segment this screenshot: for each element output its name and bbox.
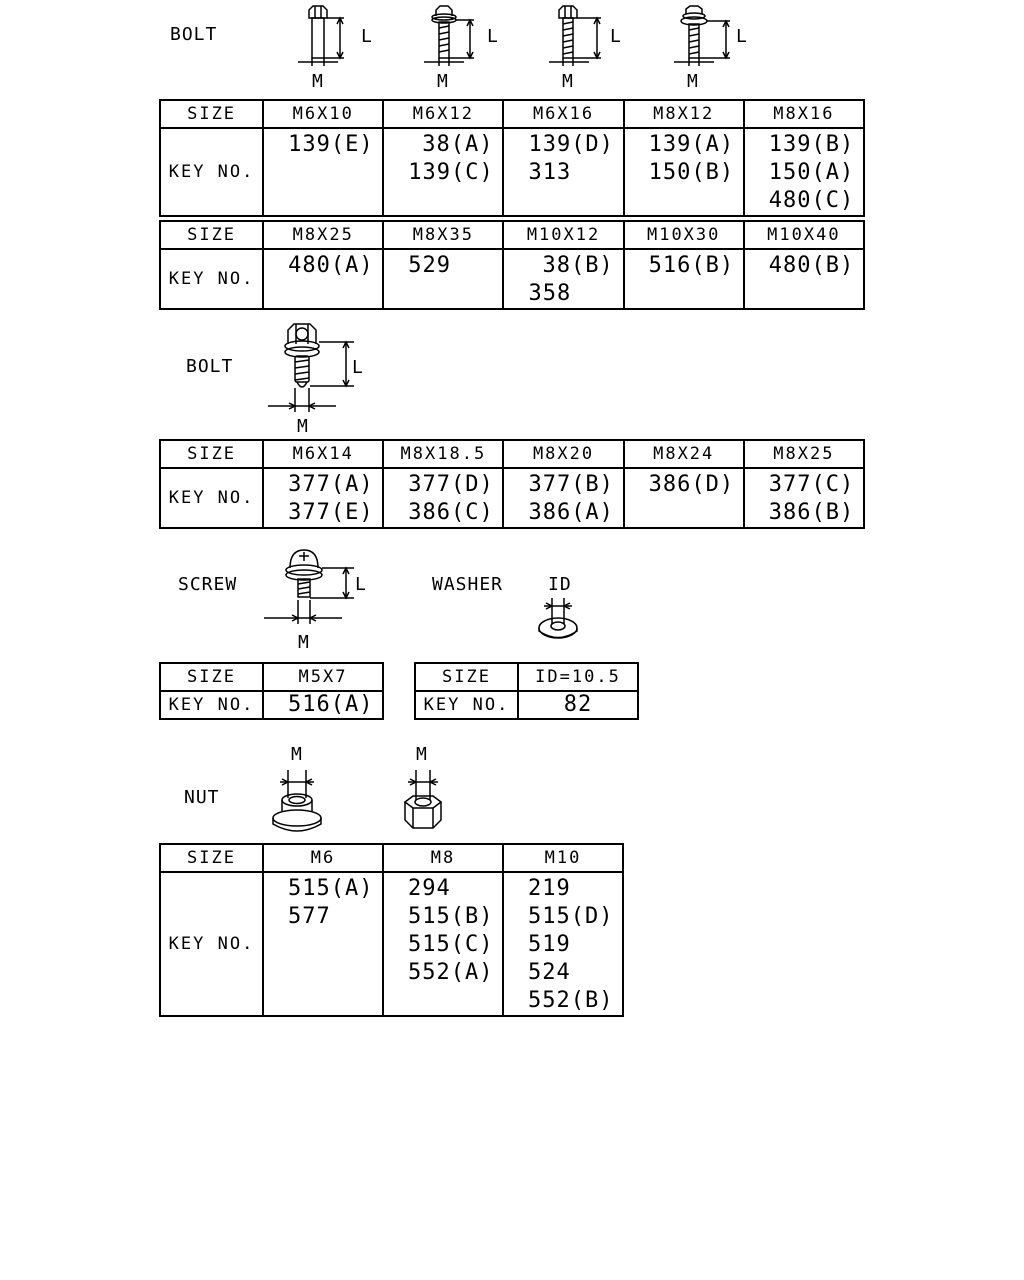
key-number-row [160, 249, 864, 309]
table-header-row [160, 221, 864, 249]
key-number: 377(E) [288, 500, 374, 525]
size-cell: M8X18.5 [383, 440, 503, 468]
bolt-size-table-3 [159, 439, 865, 529]
size-header: SIZE [160, 100, 263, 128]
key-cell [744, 249, 864, 309]
screw-diameter-label: M [298, 632, 310, 653]
key-number: 515(A) [288, 876, 374, 901]
key-number-row [160, 872, 623, 1016]
bolt2-diameter-label: M [437, 71, 449, 92]
key-number: 139(A) [648, 132, 735, 157]
key-number: 219 [528, 876, 571, 901]
key-cell [503, 872, 623, 1016]
key-no-label: KEY NO. [160, 872, 263, 1016]
table-header-row [160, 663, 383, 691]
size-cell: M8X35 [383, 221, 503, 249]
key-cell [624, 128, 744, 216]
size-header: SIZE [160, 663, 263, 691]
table-header-row [160, 844, 623, 872]
size-cell: M10X12 [503, 221, 623, 249]
screw-size-table [159, 662, 384, 720]
key-number: 529 [408, 253, 452, 278]
table-header-row [415, 663, 638, 691]
key-number: 358 [528, 281, 572, 306]
key-cell [383, 249, 503, 309]
key-number: 515(B) [408, 904, 494, 929]
size-cell: M8X16 [744, 100, 864, 128]
bolt3-diameter-label: M [562, 71, 574, 92]
key-number: 139(B) [768, 132, 855, 157]
size-cell: M8X12 [624, 100, 744, 128]
nut2-diameter-label: M [416, 744, 428, 765]
key-cell [263, 249, 383, 309]
key-number: 386(A) [528, 500, 614, 525]
key-cell [518, 691, 638, 719]
key-cell [383, 468, 503, 528]
table-header-row [160, 100, 864, 128]
key-number: 480(B) [768, 253, 855, 278]
key-no-label: KEY NO. [160, 128, 263, 216]
bolt-section-title: BOLT [170, 24, 218, 45]
key-cell [263, 691, 383, 719]
washer-size-table [414, 662, 639, 720]
key-cell [624, 468, 744, 528]
key-number: 82 [563, 692, 593, 717]
size-cell: M8 [383, 844, 503, 872]
bolt3-length-label: L [610, 26, 622, 47]
key-number: 515(C) [408, 932, 494, 957]
key-number: 38(A) [422, 132, 494, 157]
key-number: 577 [288, 904, 331, 929]
bolt1-length-label: L [361, 26, 373, 47]
bolt4-diameter-label: M [687, 71, 699, 92]
phillips-screw-icon [258, 548, 358, 628]
bolt1-diameter-label: M [312, 71, 324, 92]
washer-id-label: ID [548, 574, 572, 595]
bolt2-length-label: L [487, 26, 499, 47]
key-number: 386(B) [768, 500, 855, 525]
screw-length-label: L [355, 574, 367, 595]
key-cell [744, 468, 864, 528]
key-number: 386(C) [408, 500, 494, 525]
key-number: 386(D) [648, 472, 735, 497]
key-number: 377(B) [528, 472, 614, 497]
key-cell [744, 128, 864, 216]
size-header: SIZE [160, 440, 263, 468]
bolt5-diameter-label: M [297, 416, 309, 437]
key-cell [263, 468, 383, 528]
key-number: 377(D) [408, 472, 494, 497]
key-number: 480(C) [768, 188, 855, 213]
washer-icon [528, 596, 588, 646]
key-number: 377(A) [288, 472, 374, 497]
key-number: 515(D) [528, 904, 614, 929]
key-number: 552(A) [408, 960, 494, 985]
nut-size-table [159, 843, 624, 1017]
key-cell [503, 468, 623, 528]
key-cell [503, 249, 623, 309]
key-number-row [160, 128, 864, 216]
size-cell: ID=10.5 [518, 663, 638, 691]
key-no-label: KEY NO. [160, 691, 263, 719]
key-number: 524 [528, 960, 571, 985]
size-cell: M10X30 [624, 221, 744, 249]
nut1-diameter-label: M [291, 744, 303, 765]
size-cell: M5X7 [263, 663, 383, 691]
size-cell: M6X14 [263, 440, 383, 468]
size-cell: M6X10 [263, 100, 383, 128]
key-number: 377(C) [768, 472, 855, 497]
bolt-size-table-2 [159, 220, 865, 310]
key-number-row [415, 691, 638, 719]
table-header-row [160, 440, 864, 468]
key-no-label: KEY NO. [160, 249, 263, 309]
bolt5-length-label: L [352, 357, 364, 378]
key-number: 150(B) [648, 160, 735, 185]
key-no-label: KEY NO. [160, 468, 263, 528]
key-no-label: KEY NO. [415, 691, 518, 719]
bolt4-length-label: L [736, 26, 748, 47]
key-number-row [160, 691, 383, 719]
key-number: 139(D) [528, 132, 614, 157]
key-number: 519 [528, 932, 571, 957]
key-cell [263, 128, 383, 216]
size-header: SIZE [160, 221, 263, 249]
key-cell [263, 872, 383, 1016]
key-number: 480(A) [288, 253, 374, 278]
key-number: 150(A) [768, 160, 855, 185]
key-number: 552(B) [528, 988, 614, 1013]
key-number: 516(B) [648, 253, 735, 278]
flange-nut-icon [262, 768, 332, 838]
nut-section-title: NUT [184, 787, 220, 808]
bolt-size-table-1 [159, 99, 865, 217]
key-number-row [160, 468, 864, 528]
bolt2-section-title: BOLT [186, 356, 234, 377]
hex-nut-icon [393, 768, 453, 838]
size-cell: M8X25 [744, 440, 864, 468]
size-header: SIZE [160, 844, 263, 872]
key-cell [383, 128, 503, 216]
key-number: 139(E) [288, 132, 374, 157]
key-cell [624, 249, 744, 309]
size-cell: M8X24 [624, 440, 744, 468]
size-cell: M8X20 [503, 440, 623, 468]
key-number: 516(A) [288, 692, 374, 717]
key-number: 38(B) [542, 253, 614, 278]
size-cell: M6 [263, 844, 383, 872]
size-cell: M8X25 [263, 221, 383, 249]
size-cell: M10X40 [744, 221, 864, 249]
screw-section-title: SCREW [178, 574, 238, 595]
key-number: 294 [408, 876, 451, 901]
key-number: 313 [528, 160, 572, 185]
size-cell: M10 [503, 844, 623, 872]
key-cell [383, 872, 503, 1016]
size-header: SIZE [415, 663, 518, 691]
size-cell: M6X12 [383, 100, 503, 128]
washer-section-title: WASHER [432, 574, 504, 595]
key-cell [503, 128, 623, 216]
size-cell: M6X16 [503, 100, 623, 128]
key-number: 139(C) [408, 160, 494, 185]
